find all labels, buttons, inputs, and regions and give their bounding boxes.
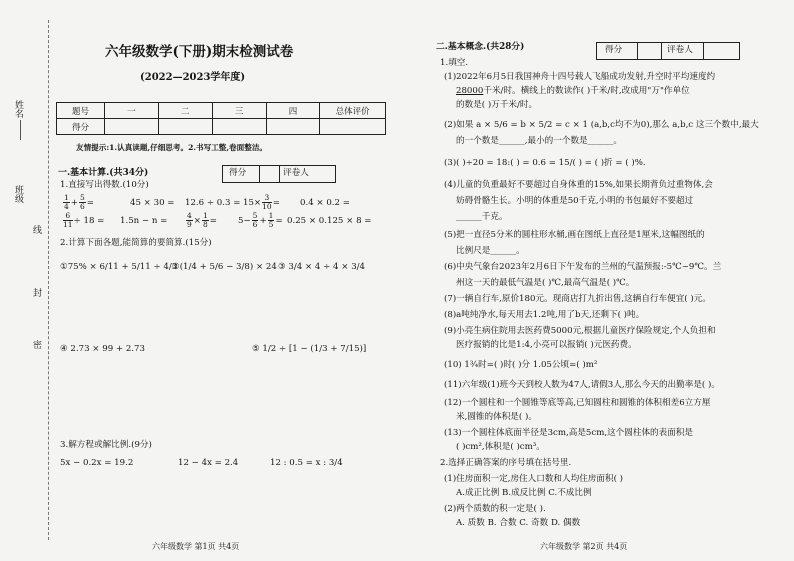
question-line-text: 千米/时。横线上的数读作( )千米/时,改成用"万"作单位 <box>483 86 690 96</box>
grader-name-label: 评卷人 <box>667 45 693 55</box>
fraction: $\frac{1}{5}$ <box>268 211 274 229</box>
question-line: 的数是( )万千米/时。 <box>456 100 538 110</box>
question-line: (2)两个质数的积一定是( ). <box>444 504 546 514</box>
choice-options: A.成正比例 B.成反比例 C.不成比例 <box>456 488 592 498</box>
fraction: $\frac{5}{6}$ <box>79 193 85 211</box>
choice-title: 2.选择正确答案的序号填在括号里. <box>440 458 572 468</box>
class-label: 班级 <box>13 185 23 203</box>
grader-name-label: 评卷人 <box>283 168 309 178</box>
question-line: (1)2022年6月5日我国神舟十四号载人飞船成功发射,升空时平均速度约 <box>444 72 716 82</box>
grader-divider <box>661 43 662 59</box>
fraction: $\frac{4}{9}$ <box>187 211 192 229</box>
seal-line-char: 线 <box>31 225 41 234</box>
score-row-label: 得分 <box>57 119 105 135</box>
fraction: $\frac{1}{4}$ <box>64 193 69 211</box>
grader-divider <box>279 166 280 182</box>
q1-item: 45 × 30 = <box>130 198 175 208</box>
q1-item: 0.25 × 0.125 × 8 = <box>287 216 372 226</box>
q2-item: ④ 2.73 × 99 + 2.73 <box>60 344 145 354</box>
fraction: $\frac{6}{11}$ <box>63 211 73 229</box>
question-line: (13)一个圆柱体底面半径是3cm,高是5cm,这个圆柱体的表面积是 <box>444 428 694 438</box>
q2-item: ②(1/4 + 5/6 − 3/8) × 24 <box>172 262 277 272</box>
q2-item: ⑤ 1/2 ÷ [1 − (1/3 + 7/15)] <box>252 344 367 354</box>
seal-dashed-line <box>48 20 49 540</box>
seal-line-char: 密 <box>31 340 41 349</box>
question-line: 米,圆锥的体积是( )。 <box>456 412 537 422</box>
score-cell[interactable] <box>266 119 320 135</box>
grader-box <box>596 42 740 60</box>
q3-item: 12 − 4x = 2.4 <box>178 458 239 468</box>
score-header: 三 <box>212 103 266 119</box>
grader-score-label: 得分 <box>605 45 623 55</box>
section1-title: 一.基本计算.(共34分) <box>58 168 149 178</box>
q1-item: 12.6 ÷ 0.3 = <box>185 198 241 208</box>
name-label: 姓名 <box>13 100 23 118</box>
score-header: 总体评价 <box>320 103 386 119</box>
score-cell[interactable] <box>212 119 266 135</box>
score-header: 二 <box>158 103 212 119</box>
q1-item: 0.4 × 0.2 = <box>300 198 350 208</box>
page2-footer: 六年级数学 第2页 共4页 <box>540 542 628 551</box>
question-line: (6)中央气象台2023年2月6日下午发布的兰州的气温预报:-5℃~9℃。兰 <box>444 262 722 272</box>
section2-title: 二.基本概念.(共28分) <box>436 42 525 52</box>
q1-item: $\frac{6}{11}$ ÷ 18 = <box>63 211 105 229</box>
question-line: (5)把一直径5分米的圆柱形水桶,画在图纸上直径是1厘米,这幅图纸的 <box>444 230 705 240</box>
question-line: ( )cm²,体积是( )cm³。 <box>456 442 545 452</box>
q2-title: 2.计算下面各题,能简算的要简算.(15分) <box>60 238 212 248</box>
score-cell[interactable] <box>158 119 212 135</box>
q3-item: 12 : 0.5 = x : 3/4 <box>270 458 343 468</box>
grader-divider <box>703 43 704 59</box>
question-line: (11)六年级(1)班今天到校人数为47人,请假3人,那么今天的出勤率是( )。 <box>444 380 720 390</box>
question-line: (7)一辆自行车,原价180元。现商店打九折出售,这辆自行车便宜( )元。 <box>444 294 711 304</box>
question-line <box>456 86 690 97</box>
page-title: 六年级数学(下册)期末检测试卷 <box>105 44 294 60</box>
q2-item: ③ 3/4 × 4 ÷ 4 × 3/4 <box>278 262 366 272</box>
question-line: (2)如果 a × 5/6 = b × 5/2 = c × 1 (a,b,c均不为0),那么 a,b,c 这三个数中,最大 <box>444 120 759 130</box>
q1-title: 1.直接写出得数.(10分) <box>60 180 149 190</box>
page1-footer: 六年级数学 第1页 共4页 <box>152 542 240 551</box>
question-line: (1)住房面积一定,房住人口数和人均住房面积( ) <box>444 474 624 484</box>
score-header: 题号 <box>57 103 105 119</box>
seal-line-char: 封 <box>31 288 41 297</box>
question-line: (12)一个圆柱和一个圆锥等底等高,已知圆柱和圆锥的体积相差6立方厘 <box>444 398 711 408</box>
q1-item: $\frac{1}{4}$ + $\frac{5}{6}$ = <box>64 193 94 211</box>
q3-title: 3.解方程或解比例.(9分) <box>60 440 152 450</box>
fraction: $\frac{1}{8}$ <box>202 211 208 229</box>
fraction: $\frac{3}{10}$ <box>262 193 272 211</box>
grader-box <box>222 165 336 183</box>
q2-item: ①75% × 6/11 + 5/11 ÷ 4/3 <box>60 262 178 272</box>
question-line: 医疗报销的比是1:4,小亮可以报销( )元医药费。 <box>456 340 637 350</box>
question-line: 州这一天的最低气温是( )℃,最高气温是( )℃。 <box>456 278 635 288</box>
q1-item: 15× $\frac{3}{10}$ = <box>243 193 280 211</box>
q3-item: 5x − 0.2x = 19.2 <box>60 458 134 468</box>
score-cell[interactable] <box>105 119 159 135</box>
question-line: (8)a吨纯净水,每天用去1.2吨,用了b天,还剩下( )吨。 <box>444 310 645 320</box>
name-line <box>20 120 21 140</box>
q1-item: 1.5n − n = <box>120 216 168 226</box>
fraction: $\frac{5}{6}$ <box>252 211 258 229</box>
binding-margin <box>0 0 50 561</box>
score-table <box>56 102 386 135</box>
grader-score-label: 得分 <box>229 168 247 178</box>
q1-item: $\frac{4}{9}$ × $\frac{1}{8}$ = <box>187 211 217 229</box>
page-subtitle: (2022—2023学年度) <box>140 72 246 83</box>
score-header: 一 <box>105 103 159 119</box>
question-line: 妨碍骨骼生长。小明的体重是50千克,小明的书包最好不要超过 <box>456 196 694 206</box>
question-line: (4)儿童的负重最好不要超过自身体重的15%,如果长期背负过重物体,会 <box>444 180 713 190</box>
question-line: 比例尺是______。 <box>456 246 525 256</box>
score-header: 四 <box>266 103 320 119</box>
underlined-number: 28000 <box>456 86 484 96</box>
question-line: (3)( )÷20 = 18:( ) = 0.6 = 15/( ) = ( )折 = ( )%. <box>444 158 646 168</box>
choice-options: A. 质数 B. 合数 C. 奇数 D. 偶数 <box>456 518 581 528</box>
score-cell[interactable] <box>320 119 386 135</box>
question-line: (9)小亮生病住院用去医药费5000元,根据儿童医疗保险规定,个人负担和 <box>444 326 716 336</box>
question-line: ______千克。 <box>456 212 508 222</box>
q1-item: 5− $\frac{5}{6}$ + $\frac{1}{5}$ = <box>238 211 283 229</box>
grader-divider <box>259 166 260 182</box>
question-line: 的一个数是______,最小的一个数是______。 <box>456 136 623 146</box>
fill-title: 1.填空. <box>440 58 469 68</box>
grader-divider <box>637 43 638 59</box>
question-line: (10) 1¾时=( )时( )分 1.05公顷=( )m² <box>444 360 598 370</box>
tip-text: 友情提示:1.认真读题,仔细思考。2.书写工整,卷面整洁。 <box>76 143 268 152</box>
